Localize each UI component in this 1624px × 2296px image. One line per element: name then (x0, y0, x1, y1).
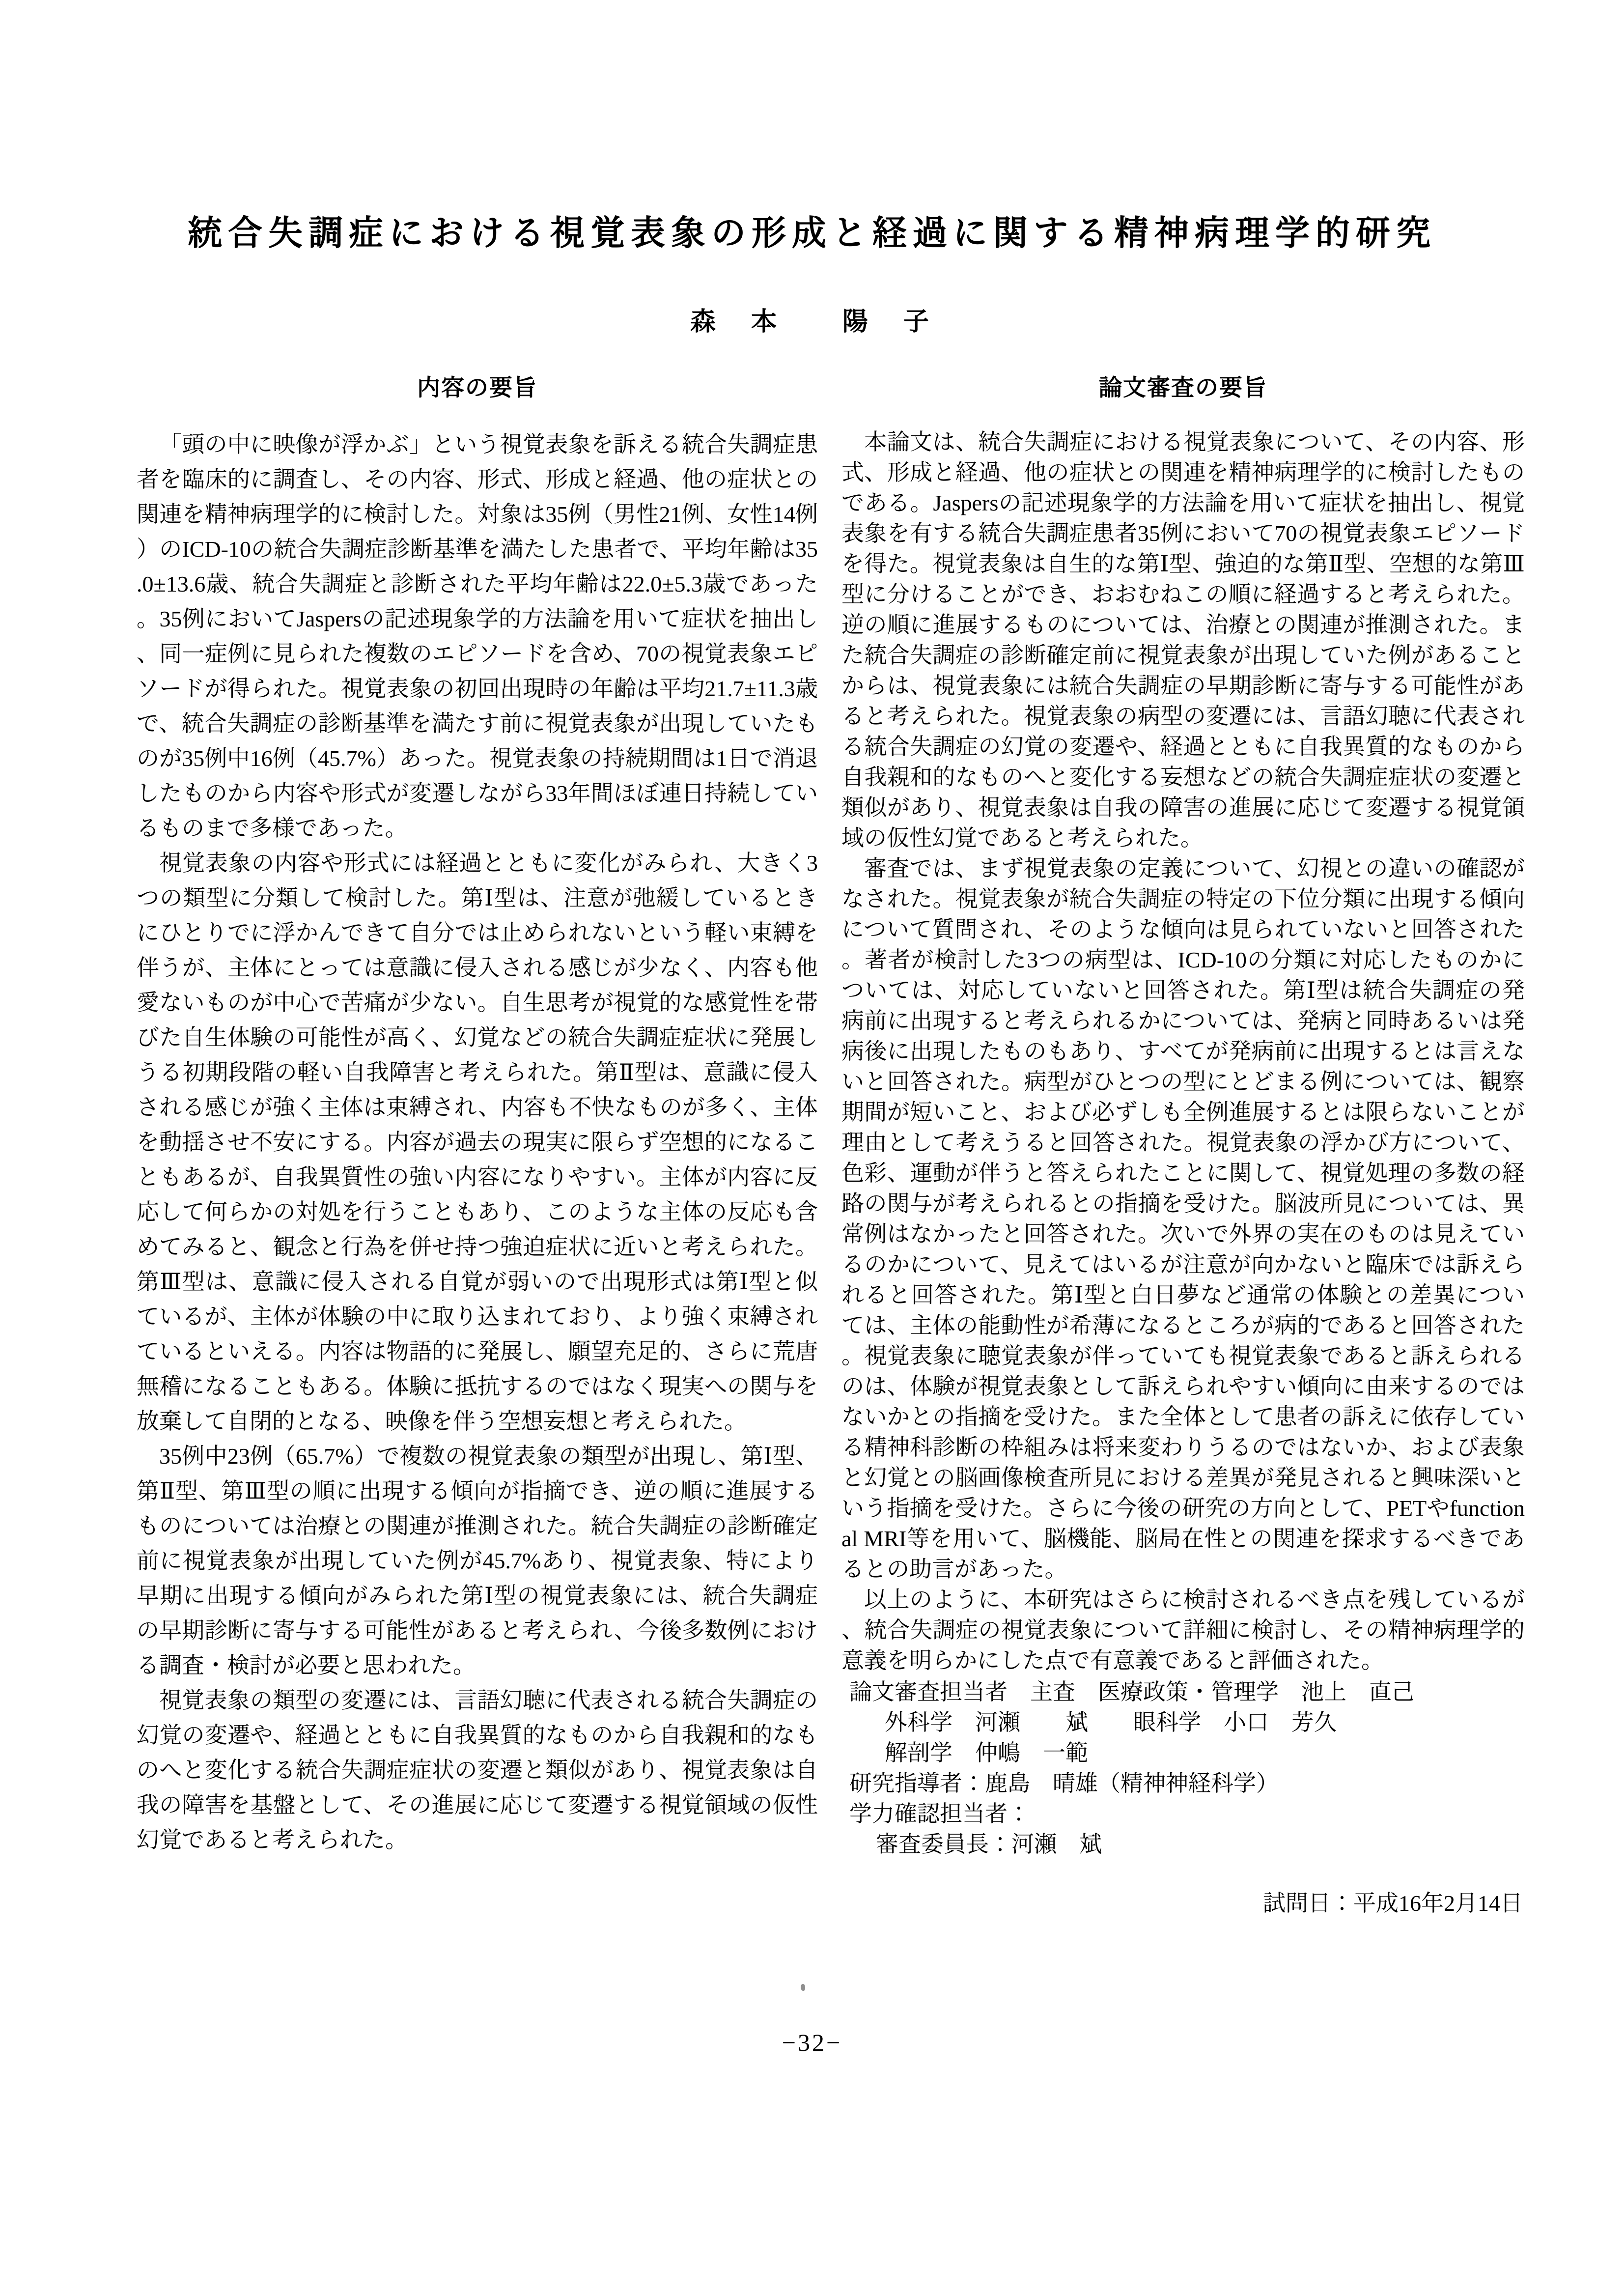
scan-speck (801, 1984, 805, 1991)
author-name: 森 本 陽 子 (690, 308, 934, 336)
committee-line-research-advisor: 研究指導者：鹿島 晴雄（精神神経科学） (849, 1771, 1279, 1796)
content-summary-paragraph: 35例中23例（65.7%）で複数の視覚表象の類型が出現し、第Ⅰ型、第Ⅱ型、第Ⅲ型の順に出現する傾向が指摘でき、逆の順に進展するものについては治療との関連が推測された。統合失調症の診断確定前に視覚表象が出現していた例が45.7%あり、視覚表象、特により早期に出現する傾向がみられた第Ⅰ型の視覚表象には、統合失調症の早期診断に寄与する可能性があると考えられ、今後多数例における調査・検討が必要と思われた。 (137, 1444, 818, 1678)
two-column-body (137, 369, 1525, 1919)
exam-date: 試問日：平成16年2月14日 (1263, 1891, 1523, 1916)
committee-line-academic-verifier: 学力確認担当者： (849, 1801, 1030, 1826)
review-summary-paragraph: 本論文は、統合失調症における視覚表象について、その内容、形式、形成と経過、他の症状との関連を精神病理学的に検討したものである。Jaspersの記述現象学的方法論を用いて症状を抽出し、視覚表象を有する統合失調症患者35例において70の視覚表象エピソードを得た。視覚表象は自生的な第Ⅰ型、強迫的な第Ⅱ型、空想的な第Ⅲ型に分けることができ、おおむねこの順に経過すると考えられた。逆の順に進展するものについては、治療との関連が推測された。また統合失調症の診断確定前に視覚表象が出現していた例があることからは、視覚表象には統合失調症の早期診断に寄与する可能性があると考えられた。視覚表象の病型の変遷には、言語幻聴に代表される統合失調症の幻覚の変遷や、経過とともに自我異質的なものから自我親和的なものへと変化する妄想などの統合失調症症状の変遷と類似があり、視覚表象は自我の障害の進展に応じて変遷する視覚領域の仮性幻覚であると考えられた。 (841, 429, 1525, 850)
page-number: −32− (782, 2029, 842, 2056)
content-summary-paragraph: 視覚表象の類型の変遷には、言語幻聴に代表される統合失調症の幻覚の変遷や、経過とともに自我異質的なものから自我親和的なものへと変化する統合失調症症状の変遷と類似があり、視覚表象は自我の障害を基盤として、その進展に応じて変遷する視覚領域の仮性幻覚であると考えられた。 (137, 1688, 818, 1852)
committee-line-examiners: 論文審査担当者 主査 医療政策・管理学 池上 直己 (849, 1679, 1414, 1704)
content-summary-paragraph: 「頭の中に映像が浮かぶ」という視覚表象を訴える統合失調症患者を臨床的に調査し、その内容、形式、形成と経過、他の症状との関連を精神病理学的に検討した。対象は35例（男性21例、女性14例）のICD-10の統合失調症診断基準を満たした患者で、平均年齢は35.0±13.6歳、統合失調症と診断された平均年齢は22.0±5.3歳であった。35例においてJaspersの記述現象学的方法論を用いて症状を抽出し、同一症例に見られた複数のエピソードを含め、70の視覚表象エピソードが得られた。視覚表象の初回出現時の年齢は平均21.7±11.3歳で、統合失調症の診断基準を満たす前に視覚表象が出現していたものが35例中16例（45.7%）あった。視覚表象の持続期間は1日で消退したものから内容や形式が変遷しながら33年間ほぼ連日持続しているものまで多様であった。 (137, 432, 818, 841)
committee-line-anatomy: 解剖学 仲嶋 一範 (885, 1740, 1088, 1765)
document-title: 統合失調症における視覚表象の形成と経過に関する精神病理学的研究 (188, 215, 1436, 253)
review-summary-section (841, 369, 1525, 1919)
review-summary-paragraph: 以上のように、本研究はさらに検討されるべき点を残しているが、統合失調症の視覚表象について詳細に検討し、その精神病理学的意義を明らかにした点で有意義であると評価された。 (841, 1587, 1525, 1673)
committee-block (841, 1677, 1525, 1860)
committee-line-committee-chair: 審査委員長：河瀬 斌 (876, 1832, 1102, 1857)
content-summary-section (137, 369, 818, 1857)
content-summary-heading: 内容の要旨 (417, 374, 537, 400)
committee-line-surgery-ophthalmology: 外科学 河瀬 斌 眼科学 小口 芳久 (885, 1710, 1337, 1735)
content-summary-paragraph: 視覚表象の内容や形式には経過とともに変化がみられ、大きく3つの類型に分類して検討した。第Ⅰ型は、注意が弛緩しているときにひとりでに浮かんできて自分では止められないという軽い束縛を伴うが、主体にとっては意識に侵入される感じが少なく、内容も他愛ないものが中心で苦痛が少ない。自生思考が視覚的な感覚性を帯びた自生体験の可能性が高く、幻覚などの統合失調症症状に発展しうる初期段階の軽い自我障害と考えられた。第Ⅱ型は、意識に侵入される感じが強く主体は束縛され、内容も不快なものが多く、主体を動揺させ不安にする。内容が過去の現実に限らず空想的になることもあるが、自我異質性の強い内容になりやすい。主体が内容に反応して何らかの対処を行うこともあり、このような主体の反応も含めてみると、観念と行為を併せ持つ強迫症状に近いと考えられた。第Ⅲ型は、意識に侵入される自覚が弱いので出現形式は第Ⅰ型と似ているが、主体が体験の中に取り込まれており、より強く束縛されているといえる。内容は物語的に発展し、願望充足的、さらに荒唐無稽になることもある。体験に抵抗するのではなく現実への関与を放棄して自閉的となる、映像を伴う空想妄想と考えられた。 (137, 850, 818, 1434)
review-summary-heading: 論文審査の要旨 (1099, 374, 1267, 400)
review-summary-paragraph: 審査では、まず視覚表象の定義について、幻視との違いの確認がなされた。視覚表象が統合失調症の特定の下位分類に出現する傾向について質問され、そのような傾向は見られていないと回答された。著者が検討した3つの病型は、ICD-10の分類に対応したものかについては、対応していないと回答された。第Ⅰ型は統合失調症の発病前に出現すると考えられるかについては、発病と同時あるいは発病後に出現したものもあり、すべてが発病前に出現するとは言えないと回答された。病型がひとつの型にとどまる例については、観察期間が短いこと、および必ずしも全例進展するとは限らないことが理由として考えうると回答された。視覚表象の浮かび方について、色彩、運動が伴うと答えられたことに関して、視覚処理の多数の経路の関与が考えられるとの指摘を受けた。脳波所見については、異常例はなかったと回答された。次いで外界の実在のものは見えているのかについて、見えてはいるが注意が向かないと臨床では訴えられると回答された。第Ⅰ型と白日夢など通常の体験との差異については、主体の能動性が希薄になるところが病的であると回答された。視覚表象に聴覚表象が伴っていても視覚表象であると訴えられるのは、体験が視覚表象として訴えられやすい傾向に由来するのではないかとの指摘を受けた。また全体として患者の訴えに依存している精神科診断の枠組みは将来変わりうるのではないか、および表象と幻覚との脳画像検査所見における差異が発見されると興味深いという指摘を受けた。さらに今後の研究の方向として、PETやfunctional MRI等を用いて、脳機能、脳局在性との関連を探求するべきであるとの助言があった。 (841, 856, 1525, 1582)
